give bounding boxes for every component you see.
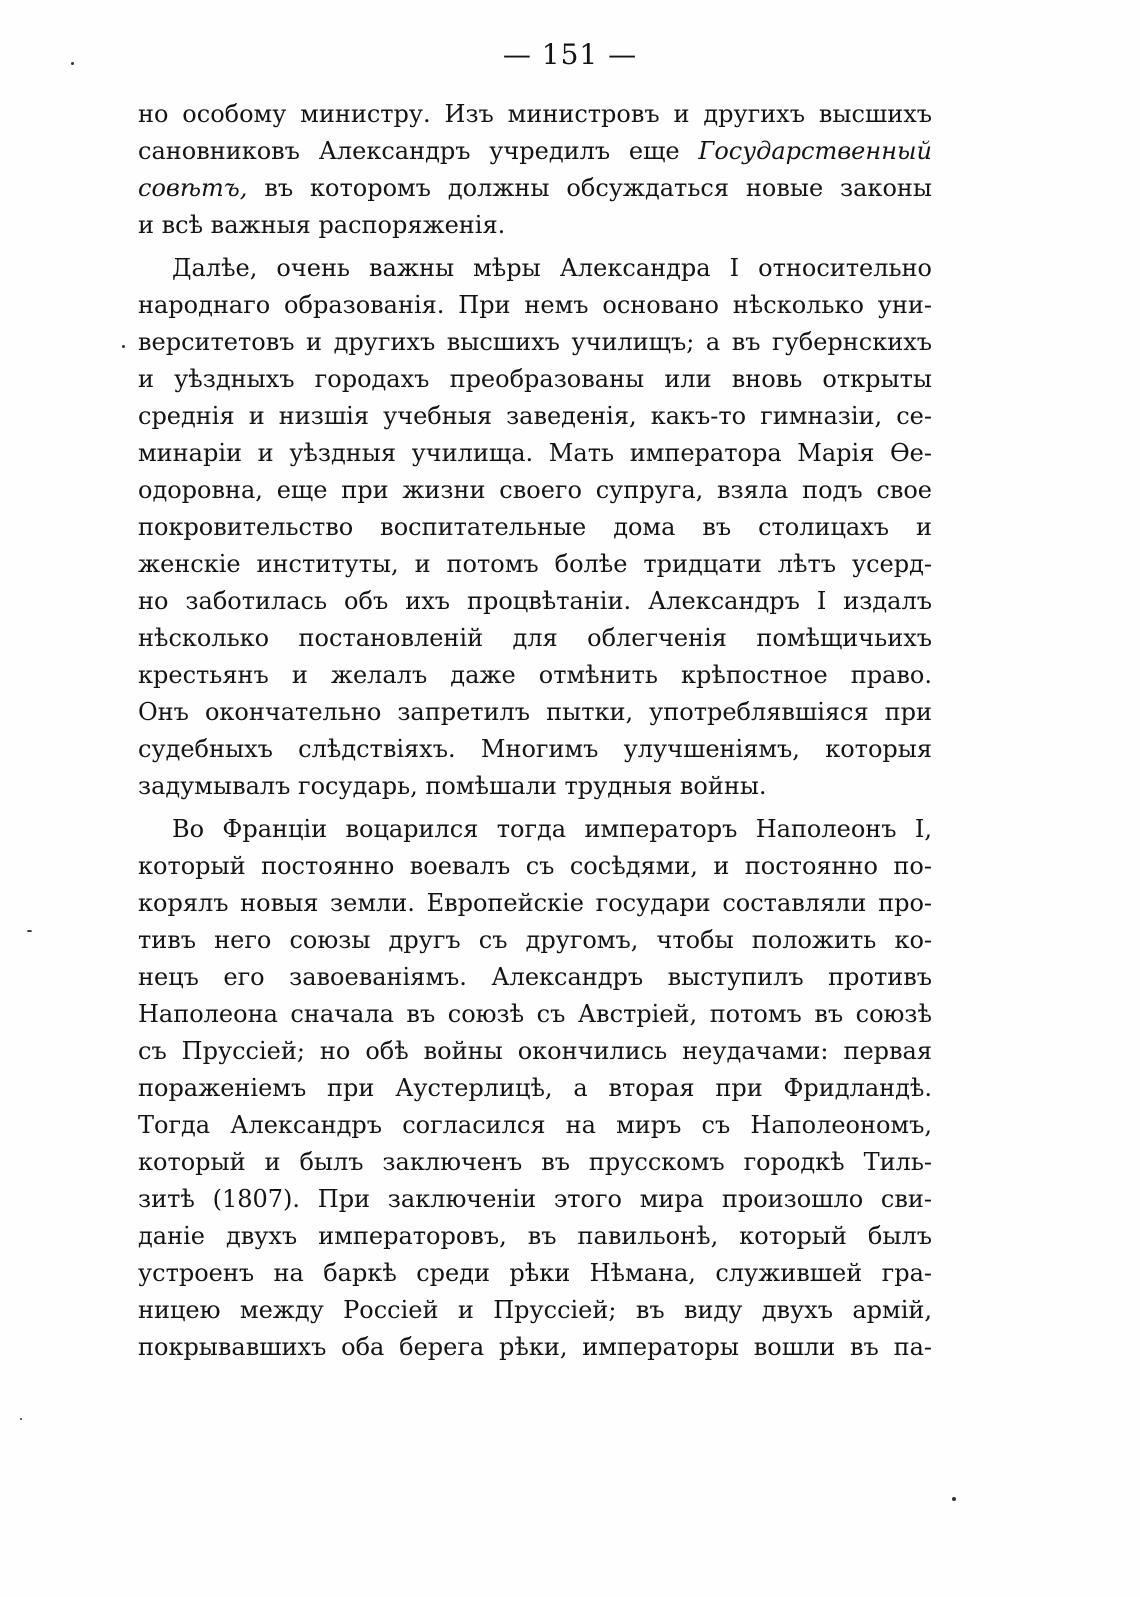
- text-line: [138, 1070, 932, 1107]
- italic-phrase: совѣтъ,: [138, 174, 248, 202]
- text-line: [138, 133, 932, 170]
- text-run: въ которомъ должны обсуждаться новые законы: [247, 174, 932, 202]
- text-run: съ Пруссіей; но обѣ войны окончились неудачами: первая: [138, 1037, 932, 1065]
- text-run: но заботилась объ ихъ процвѣтаніи. Александръ I издалъ: [138, 587, 932, 615]
- text-line: [138, 694, 932, 731]
- text-run: народнаго образованія. При немъ основано нѣсколько уни-: [138, 291, 932, 319]
- text-line: [138, 361, 932, 398]
- text-line: [138, 620, 932, 657]
- scan-speck: [952, 1497, 956, 1501]
- text-line: [138, 768, 932, 805]
- text-line: [138, 287, 932, 324]
- text-run: женскіе институты, и потомъ болѣе тридцати лѣтъ усерд-: [138, 550, 932, 578]
- text-line: [138, 207, 932, 244]
- text-line: [138, 1144, 932, 1181]
- text-run: верситетовъ и другихъ высшихъ училищъ; а въ губернскихъ: [138, 328, 932, 356]
- paragraph: [138, 96, 932, 244]
- text-run: Наполеона сначала въ союзѣ съ Австріей, потомъ въ союзѣ: [138, 1000, 932, 1028]
- paragraph: [138, 811, 932, 1366]
- text-run: тивъ него союзы другъ съ другомъ, чтобы положить ко-: [138, 926, 932, 954]
- text-line: [138, 398, 932, 435]
- text-run: пораженіемъ при Аустерлицѣ, а вторая при Фридландѣ.: [138, 1074, 932, 1102]
- text-line: [138, 731, 932, 768]
- text-line: [138, 1329, 932, 1366]
- text-run: зитѣ (1807). При заключеніи этого мира произошло сви-: [138, 1185, 932, 1213]
- text-line: [138, 546, 932, 583]
- text-line: [138, 1255, 932, 1292]
- text-line: [138, 1107, 932, 1144]
- text-line: [138, 848, 932, 885]
- text-run: покрывавшихъ оба берега рѣки, императоры вошли въ па-: [138, 1333, 932, 1361]
- text-line: [138, 657, 932, 694]
- text-run: судебныхъ слѣдствіяхъ. Многимъ улучшеніямъ, которыя: [138, 735, 932, 763]
- page-number: — 151 —: [502, 38, 638, 71]
- text-line: [138, 959, 932, 996]
- text-run: и уѣздныхъ городахъ преобразованы или вновь открыты: [138, 365, 932, 393]
- text-run: корялъ новыя земли. Европейскіе государи составляли про-: [138, 889, 932, 917]
- text-line: [138, 583, 932, 620]
- text-run: нецъ его завоеваніямъ. Александръ выступилъ противъ: [138, 963, 932, 991]
- scan-speck: [20, 1418, 22, 1420]
- text-line: [138, 435, 932, 472]
- text-run: Во Франціи воцарился тогда императоръ Наполеонъ I,: [172, 815, 932, 843]
- text-line: [138, 96, 932, 133]
- text-run: среднія и низшія учебныя заведенія, какъ-то гимназіи, се-: [138, 402, 932, 430]
- text-line: [138, 1218, 932, 1255]
- italic-phrase: Государственный: [698, 137, 932, 165]
- text-run: который и былъ заключенъ въ прусскомъ городкѣ Тиль-: [138, 1148, 932, 1176]
- text-run: Далѣе, очень важны мѣры Александра I относительно: [172, 254, 932, 282]
- text-line: [138, 1292, 932, 1329]
- text-run: но особому министру. Изъ министровъ и другихъ высшихъ: [138, 100, 932, 128]
- text-run: сановниковъ Александръ учредилъ еще: [138, 137, 699, 165]
- text-run: Тогда Александръ согласился на миръ съ Наполеономъ,: [138, 1111, 932, 1139]
- text-run: ницею между Россіей и Пруссіей; въ виду двухъ армій,: [138, 1296, 932, 1324]
- text-run: который постоянно воевалъ съ сосѣдями, и постоянно по-: [138, 852, 932, 880]
- text-line: [138, 996, 932, 1033]
- text-line: [138, 170, 932, 207]
- text-run: задумывалъ государь, помѣшали трудныя войны.: [138, 772, 767, 800]
- scan-speck: [71, 62, 74, 65]
- text-line: [138, 324, 932, 361]
- text-line: [138, 1181, 932, 1218]
- text-line: [138, 472, 932, 509]
- text-run: Онъ окончательно запретилъ пытки, употреблявшіяся при: [138, 698, 932, 726]
- text-run: покровительство воспитательные дома въ столицахъ и: [138, 513, 932, 541]
- text-run: крестьянъ и желалъ даже отмѣнить крѣпостное право.: [138, 661, 932, 689]
- text-run: даніе двухъ императоровъ, въ павильонѣ, который былъ: [138, 1222, 932, 1250]
- text-run: устроенъ на баркѣ среди рѣки Нѣмана, служившей гра-: [138, 1259, 932, 1287]
- scan-speck: [27, 930, 32, 932]
- text-run: нѣсколько постановленій для облегченія помѣщичьихъ: [138, 624, 932, 652]
- text-line: [138, 922, 932, 959]
- paragraph: [138, 250, 932, 805]
- body-text: [138, 96, 932, 1366]
- text-line: [138, 811, 932, 848]
- text-run: и всѣ важныя распоряженія.: [138, 211, 506, 239]
- text-line: [138, 1033, 932, 1070]
- text-run: минаріи и уѣздныя училища. Мать императора Марія Ѳе-: [138, 439, 932, 467]
- scan-speck: [122, 345, 125, 348]
- text-line: [138, 885, 932, 922]
- text-line: [138, 509, 932, 546]
- text-line: [138, 250, 932, 287]
- text-run: одоровна, еще при жизни своего супруга, взяла подъ свое: [138, 476, 932, 504]
